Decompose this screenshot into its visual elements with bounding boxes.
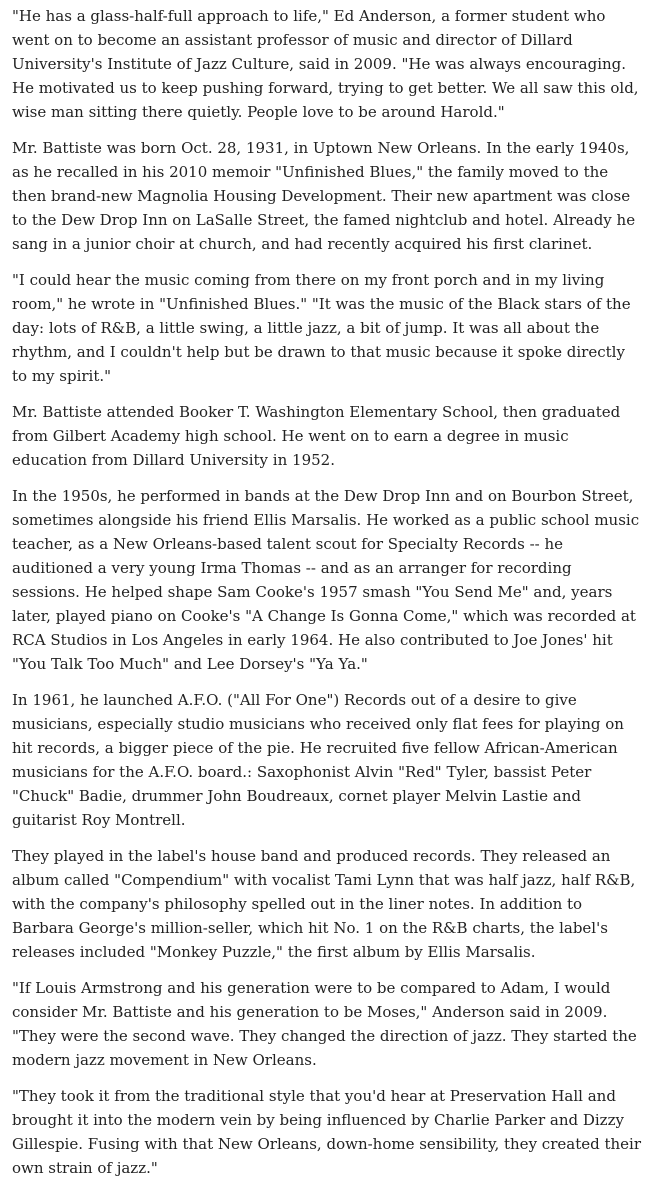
paragraph: Mr. Battiste was born Oct. 28, 1931, in Uptown New Orleans. In the early 1940s, as he recalled in his 2010 memoir "Unfinished Blues," the family moved to the then brand-new Magnolia Housing Development. Their new apartment was close to the Dew Drop Inn on LaSalle Street, the famed nightclub and hotel. Already he sang in a junior choir at church, and had recently acquired his first clarinet.: [12, 139, 636, 253]
paragraph: In the 1950s, he performed in bands at the Dew Drop Inn and on Bourbon Street, sometimes alongside his friend Ellis Marsalis. He worked as a public school music teacher, as a New Orleans-based talent scout for Specialty Records -- he auditioned a very young Irma Thomas -- and as an arranger for recording sessions. He helped shape Sam Cooke's 1957 smash "You Send Me" and, years later, played piano on Cooke's "A Change Is Gonna Come," which was recorded at RCA Studios in Los Angeles in early 1964. He also contributed to Joe Jones' hit "You Talk Too Much" and Lee Dorsey's "Ya Ya.": [12, 487, 640, 673]
paragraph: "If Louis Armstrong and his generation were to be compared to Adam, I would consider Mr. Battiste and his generation to be Moses," Anderson said in 2009. "They were the second wave. They changed the direction of jazz. They started the modern jazz movement in New Orleans.: [12, 979, 637, 1069]
paragraph: They played in the label's house band and produced records. They released an album called "Compendium" with vocalist Tami Lynn that was half jazz, half R&B, with the company's philosophy spelled out in the liner notes. In addition to Barbara George's million-seller, which hit No. 1 on the R&B charts, the label's releases included "Monkey Puzzle," the first album by Ellis Marsalis.: [12, 847, 636, 961]
paragraph: "I could hear the music coming from there on my front porch and in my living room," he wrote in "Unfinished Blues." "It was the music of the Black stars of the day: lots of R&B, a little swing, a little jazz, a bit of jump. It was all about the rhythm, and I couldn't help but be drawn to that music because it spoke directly to my spirit.": [12, 271, 631, 385]
paragraph: "He has a glass-half-full approach to life," Ed Anderson, a former student who went on to become an assistant professor of music and director of Dillard University's Institute of Jazz Culture, said in 2009. "He was always encouraging. He motivated us to keep pushing forward, trying to get better. We all saw this old, wise man sitting there quietly. People love to be around Harold.": [12, 7, 639, 121]
paragraph: "They took it from the traditional style that you'd hear at Preservation Hall and brought it into the modern vein by being influenced by Charlie Parker and Dizzy Gillespie. Fusing with that New Orleans, down-home sensibility, they created their own strain of jazz.": [12, 1087, 642, 1177]
paragraph: Mr. Battiste attended Booker T. Washington Elementary School, then graduated from Gilbert Academy high school. He went on to earn a degree in music education from Dillard University in 1952.: [12, 403, 621, 469]
paragraph: In 1961, he launched A.F.O. ("All For One") Records out of a desire to give musicians, especially studio musicians who received only flat fees for playing on hit records, a bigger piece of the pie. He recruited five fellow African-American musicians for the A.F.O. board.: Saxophonist Alvin "Red" Tyler, bassist Peter "Chuck" Badie, drummer John Boudreaux, cornet player Melvin Lastie and guitarist Roy Montrell.: [12, 691, 624, 829]
